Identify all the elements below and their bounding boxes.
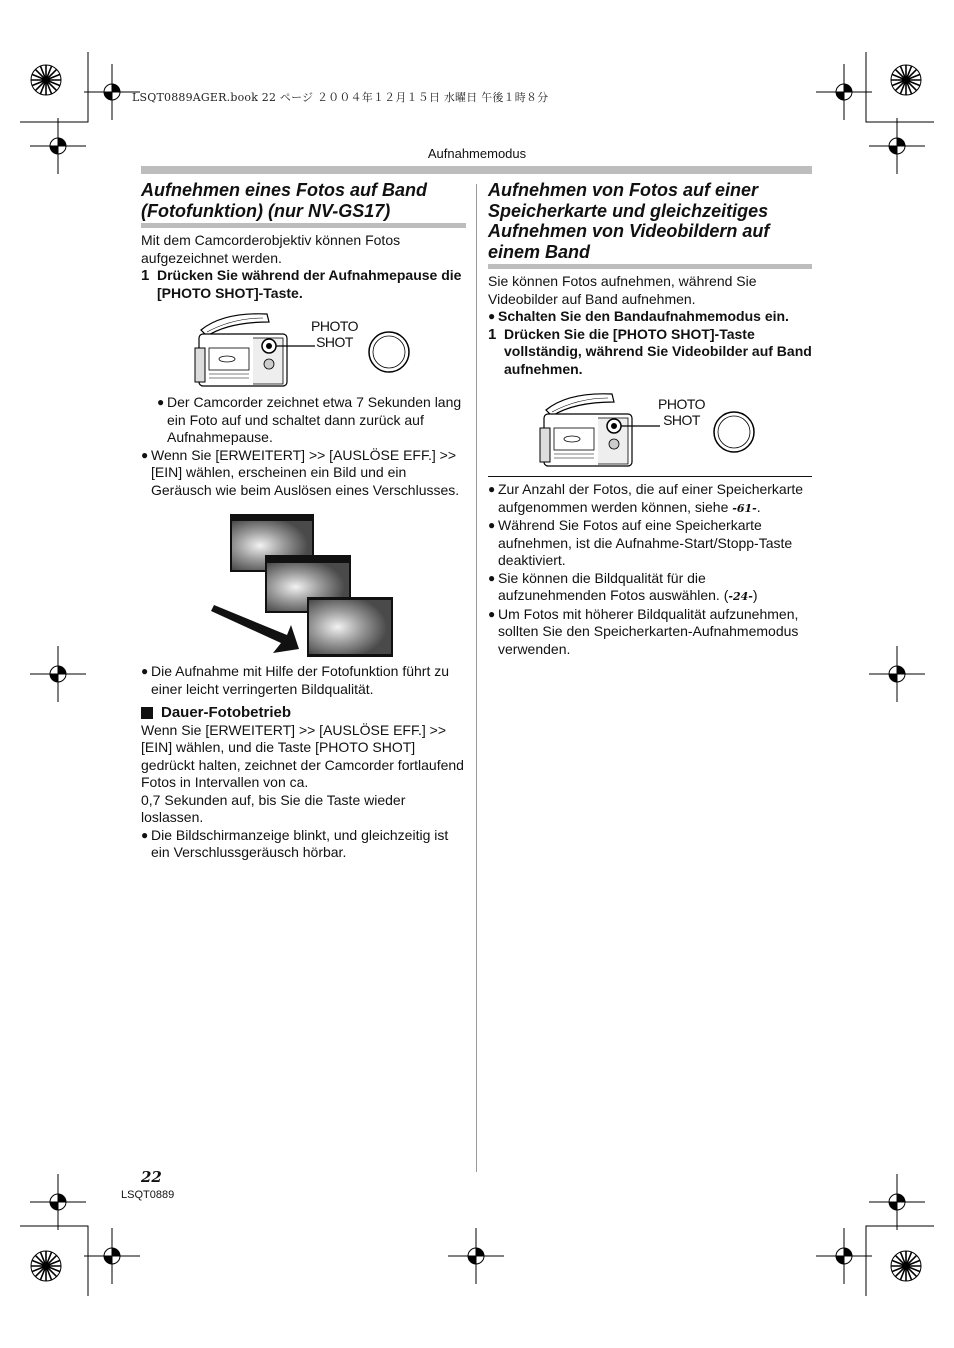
camcorder-illustration-left	[141, 302, 466, 394]
left-heading: Aufnehmen eines Fotos auf Band (Fotofunktion) (nur NV-GS17)	[141, 180, 428, 221]
list-item: ● Um Fotos mit höherer Bildqualität aufzunehmen, sollten Sie den Speicherkarten-Aufnahmemodus verwenden.	[488, 605, 799, 657]
right-column	[488, 180, 812, 658]
bullet-icon: ●	[488, 482, 496, 496]
bullet-icon: ●	[141, 827, 149, 842]
photo-shot-label: PHOTO SHOT	[311, 318, 359, 350]
camcorder-icon	[538, 388, 768, 484]
bullet-icon: ●	[488, 570, 496, 585]
right-intro: Sie können Fotos aufnehmen, während Sie Videobilder auf Band aufnehmen.	[488, 273, 757, 307]
step-number: 1	[141, 267, 150, 284]
photo-shot-label: PHOTO SHOT	[658, 396, 706, 428]
book-info-line: LSQT0889AGER.book 22 ページ ２００４年１２月１５日 水曜日 午後１時８分	[132, 91, 549, 104]
camcorder-illustration-right	[488, 378, 812, 474]
bullet-icon: ●	[157, 395, 165, 409]
paragraph: Wenn Sie [ERWEITERT] >> [AUSLÖSE EFF.] >> [EIN] wählen, und die Taste [PHOTO SHOT] gedrückt halten, zeichnet der Camcorder fortlaufend Fotos in Intervallen von ca.	[141, 721, 464, 790]
paragraph: 0,7 Sekunden auf, bis Sie die Taste wieder loslassen.	[141, 791, 406, 825]
document-code: LSQT0889	[121, 1189, 175, 1201]
step-text: Drücken Sie während der Aufnahmepause die [PHOTO SHOT]-Taste.	[157, 267, 462, 301]
bullet-icon: ●	[141, 664, 149, 678]
step-text: Drücken Sie die [PHOTO SHOT]-Taste vollständig, während Sie Videobilder auf Band aufnehmen.	[504, 325, 812, 377]
left-column	[141, 180, 466, 862]
bullet-icon: ●	[488, 309, 496, 323]
right-heading: Aufnehmen von Fotos auf einer Speicherkarte und gleichzeitiges Aufnehmen von Videobildern auf einem Band	[488, 180, 770, 262]
list-item: ● Während Sie Fotos auf eine Speicherkarte aufnehmen, ist die Aufnahme-Start/Stopp-Taste deaktiviert.	[488, 517, 793, 568]
page-reference-link[interactable]: -61-	[732, 501, 757, 515]
top-rule	[141, 166, 812, 174]
left-heading-rule	[141, 223, 466, 228]
photo-sequence-illustration	[141, 499, 466, 663]
section-title: Aufnahmemodus	[427, 146, 527, 161]
list-item: ● Sie können die Bildqualität für die aufzunehmenden Fotos auswählen. (-24-)	[488, 570, 812, 606]
list-item: ● Die Bildschirmanzeige blinkt, und gleichzeitig ist ein Verschlussgeräusch hörbar.	[141, 826, 449, 860]
list-item: ● Die Aufnahme mit Hilfe der Fotofunktion führt zu einer leicht verringerten Bildqualität.	[141, 663, 450, 697]
left-step-1	[141, 267, 466, 302]
right-heading-rule	[488, 264, 812, 269]
sub-heading: Dauer-Fotobetrieb	[141, 704, 466, 722]
page-number: 22	[141, 1168, 162, 1186]
bullet-icon: ●	[488, 606, 496, 621]
bullet-icon: ●	[488, 518, 496, 532]
right-step-1	[488, 326, 812, 379]
left-intro: Mit dem Camcorderobjektiv können Fotos aufgezeichnet werden.	[141, 232, 401, 266]
page-reference-link[interactable]: -24-	[728, 590, 753, 603]
camcorder-icon	[193, 308, 423, 400]
list-item: ● Schalten Sie den Bandaufnahmemodus ein.	[488, 308, 789, 324]
square-icon	[141, 707, 153, 719]
step-number: 1	[488, 325, 497, 343]
list-item: ● Der Camcorder zeichnet etwa 7 Sekunden lang ein Foto auf und schaltet dann zurück auf Aufnahmepause.	[157, 394, 462, 445]
column-divider	[476, 184, 477, 1172]
lion-photos-image	[141, 499, 466, 663]
list-item: ● Zur Anzahl der Fotos, die auf einer Speicherkarte aufgenommen werden können, siehe -61-.	[488, 481, 812, 517]
list-item: ● Wenn Sie [ERWEITERT] >> [AUSLÖSE EFF.] >> [EIN] wählen, erscheinen ein Bild und ein Geräusch wie beim Auslösen eines Verschlusses.	[141, 446, 460, 498]
bullet-icon: ●	[141, 447, 149, 462]
